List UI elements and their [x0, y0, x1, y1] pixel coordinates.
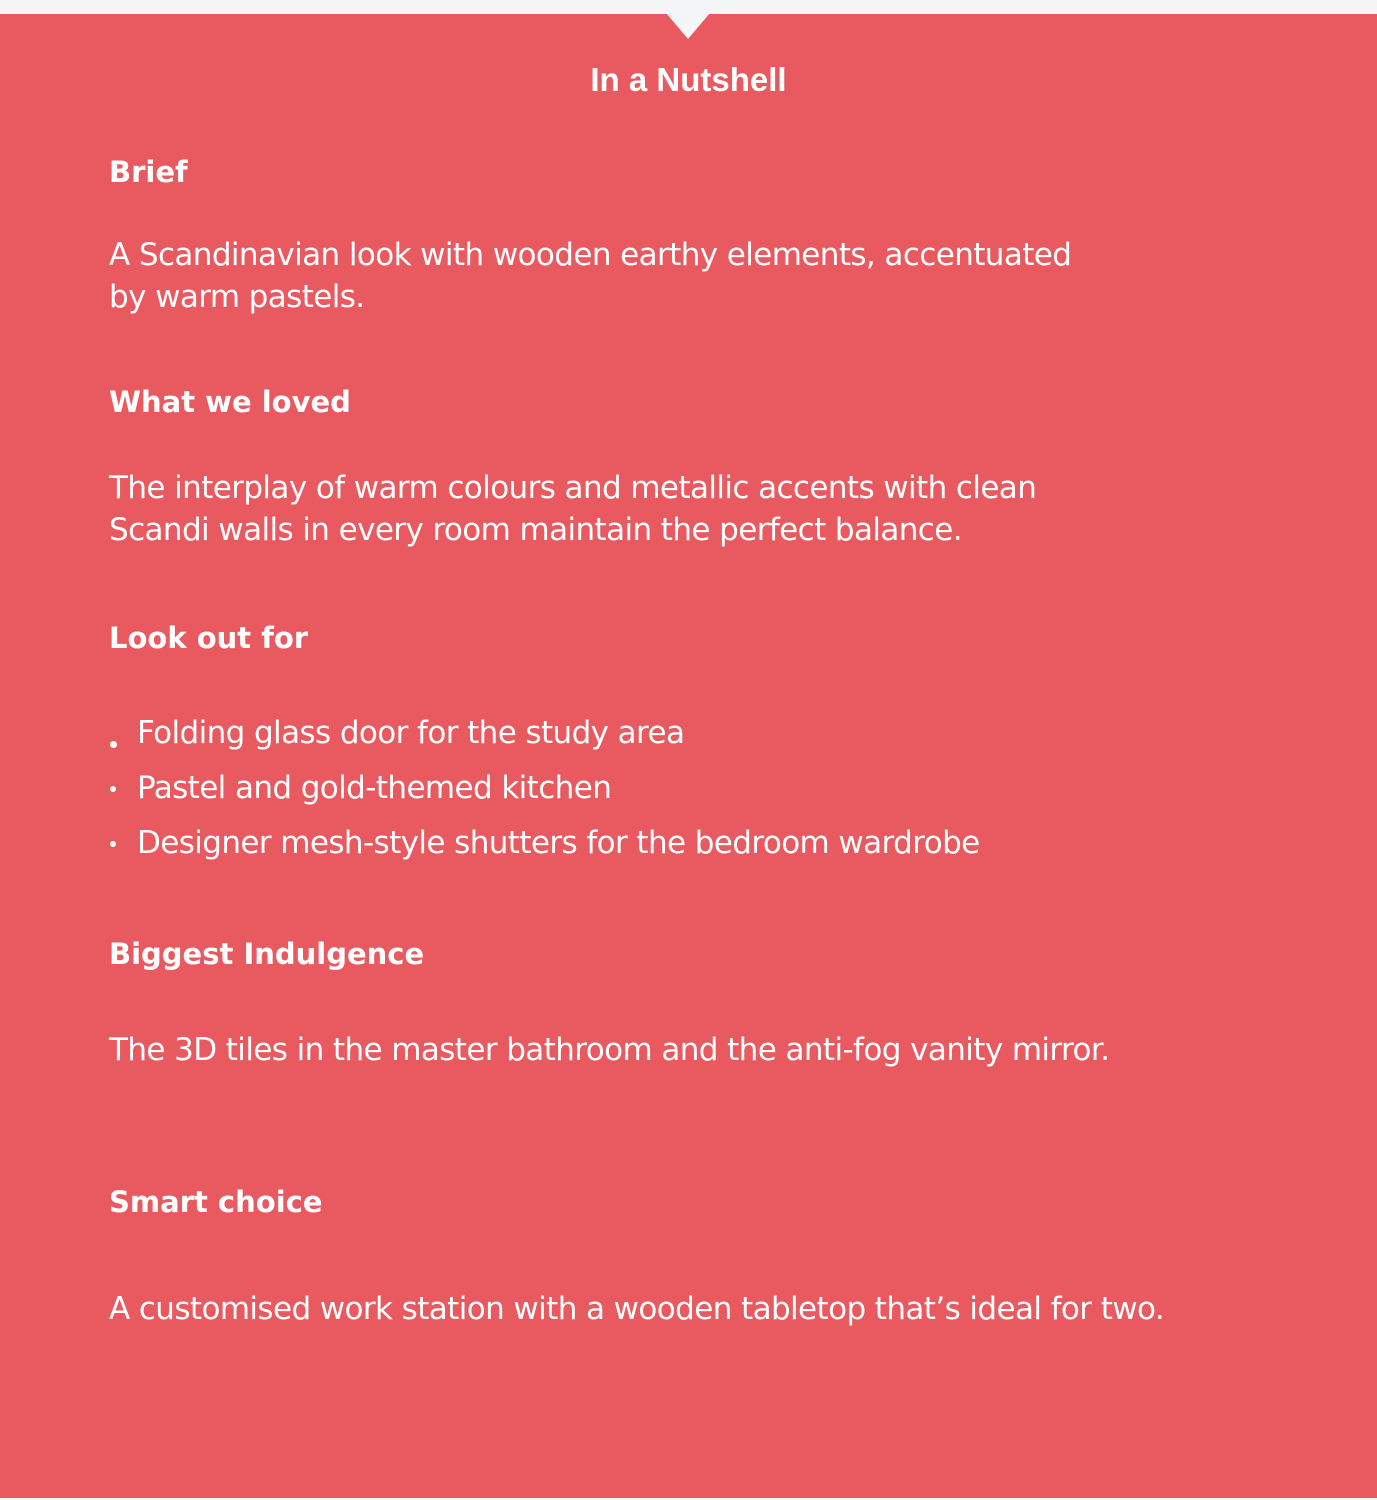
- loved-text-line-1: The interplay of warm colours and metallic accents with clean: [109, 470, 1037, 506]
- top-strip: [0, 0, 1377, 14]
- brief-text-line-1: A Scandinavian look with wooden earthy elements, accentuated: [109, 237, 1072, 273]
- indulgence-text: The 3D tiles in the master bathroom and the anti-fog vanity mirror.: [109, 1032, 1110, 1068]
- list-item: [109, 822, 980, 877]
- smart-text: A customised work station with a wooden tabletop that’s ideal for two.: [109, 1291, 1165, 1327]
- loved-text: [109, 467, 1259, 551]
- brief-text: [109, 234, 1259, 318]
- bullet-icon: [110, 741, 117, 748]
- list-item-label: Pastel and gold-themed kitchen: [137, 770, 612, 806]
- indulgence-heading: Biggest Indulgence: [109, 937, 425, 971]
- lookout-list: [109, 712, 980, 877]
- bullet-icon: [110, 786, 116, 792]
- list-item: [109, 712, 980, 767]
- brief-text-line-2: by warm pastels.: [109, 279, 365, 315]
- smart-heading: Smart choice: [109, 1185, 323, 1219]
- pointer-notch: [666, 13, 710, 39]
- bullet-icon: [110, 841, 116, 847]
- list-item: [109, 767, 980, 822]
- lookout-heading: Look out for: [109, 621, 309, 655]
- loved-heading: What we loved: [109, 385, 351, 419]
- list-item-label: Designer mesh-style shutters for the bedroom wardrobe: [137, 825, 980, 861]
- loved-text-line-2: Scandi walls in every room maintain the perfect balance.: [109, 512, 962, 548]
- brief-heading: Brief: [109, 155, 188, 189]
- list-item-label: Folding glass door for the study area: [137, 715, 685, 751]
- panel-title: In a Nutshell: [590, 61, 787, 98]
